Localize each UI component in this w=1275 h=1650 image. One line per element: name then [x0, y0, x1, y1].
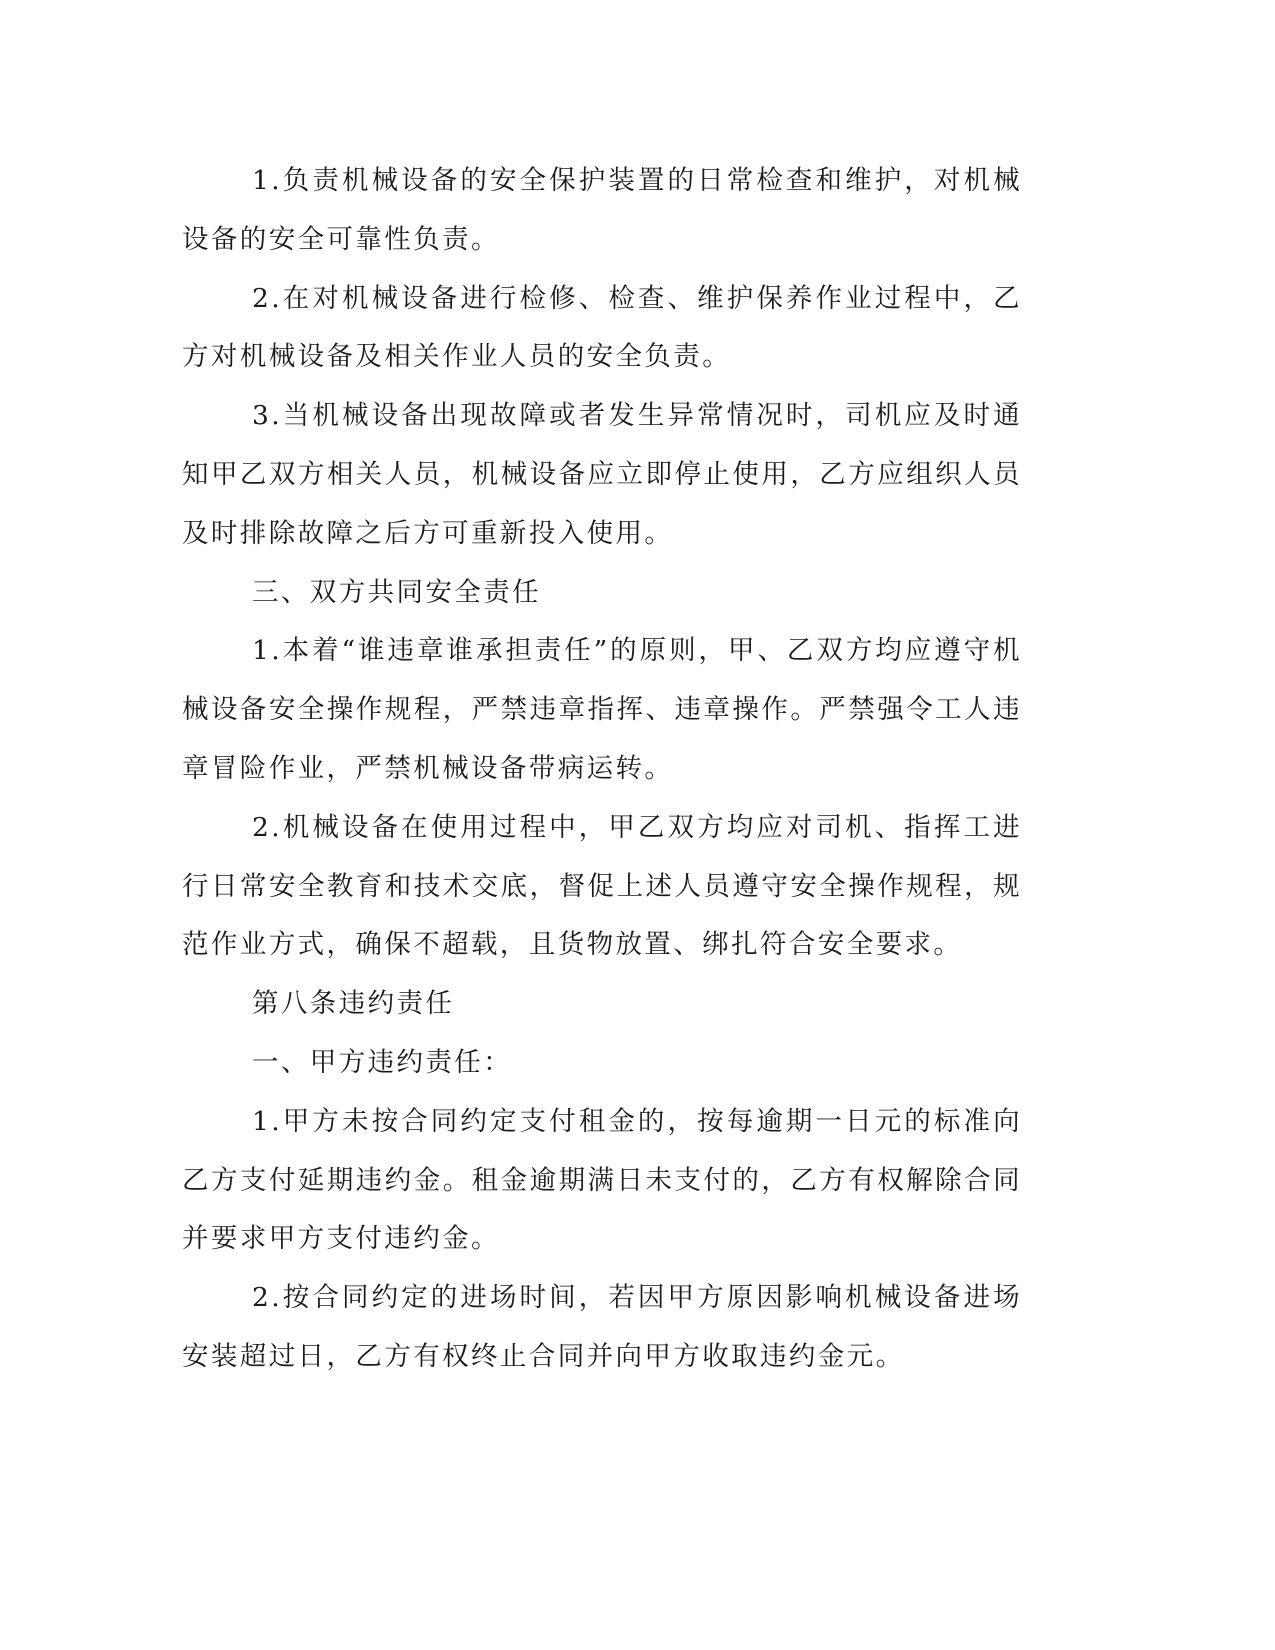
- paragraph-safety-education: 2.机械设备在使用过程中，甲乙双方均应对司机、指挥工进行日常安全教育和技术交底，督促上述人员遵守安全操作规程，规范作业方式，确保不超载，且货物放置、绑扎符合安全要求。: [182, 811, 1022, 961]
- paragraph-maintenance-safety: 2.在对机械设备进行检修、检查、维护保养作业过程中，乙方对机械设备及相关作业人员的安全负责。: [182, 282, 1022, 373]
- article-heading-breach-liability: 第八条违约责任: [252, 988, 455, 1020]
- paragraph-violation-principle: 1.本着“谁违章谁承担责任”的原则，甲、乙双方均应遵守机械设备安全操作规程，严禁违章指挥、违章操作。严禁强令工人违章冒险作业，严禁机械设备带病运转。: [182, 635, 1022, 784]
- paragraph-rent-payment-breach: 1.甲方未按合同约定支付租金的，按每逾期一日元的标准向乙方支付延期违约金。租金逾期满日未支付的，乙方有权解除合同并要求甲方支付违约金。: [182, 1105, 1022, 1255]
- document-body: [182, 152, 1022, 1387]
- section-heading-party-a-breach: 一、甲方违约责任：: [252, 1046, 513, 1078]
- paragraph-entry-delay-breach: 2.按合同约定的进场时间，若因甲方原因影响机械设备进场安装超过日，乙方有权终止合同并向甲方收取违约金元。: [182, 1282, 1022, 1372]
- section-heading-joint-responsibility: 三、双方共同安全责任: [252, 576, 541, 608]
- paragraph-fault-handling: 3.当机械设备出现故障或者发生异常情况时，司机应及时通知甲乙双方相关人员，机械设备应立即停止使用，乙方应组织人员及时排除故障之后方可重新投入使用。: [182, 400, 1022, 549]
- paragraph-equipment-inspection: 1.负责机械设备的安全保护装置的日常检查和维护，对机械设备的安全可靠性负责。: [182, 165, 1022, 255]
